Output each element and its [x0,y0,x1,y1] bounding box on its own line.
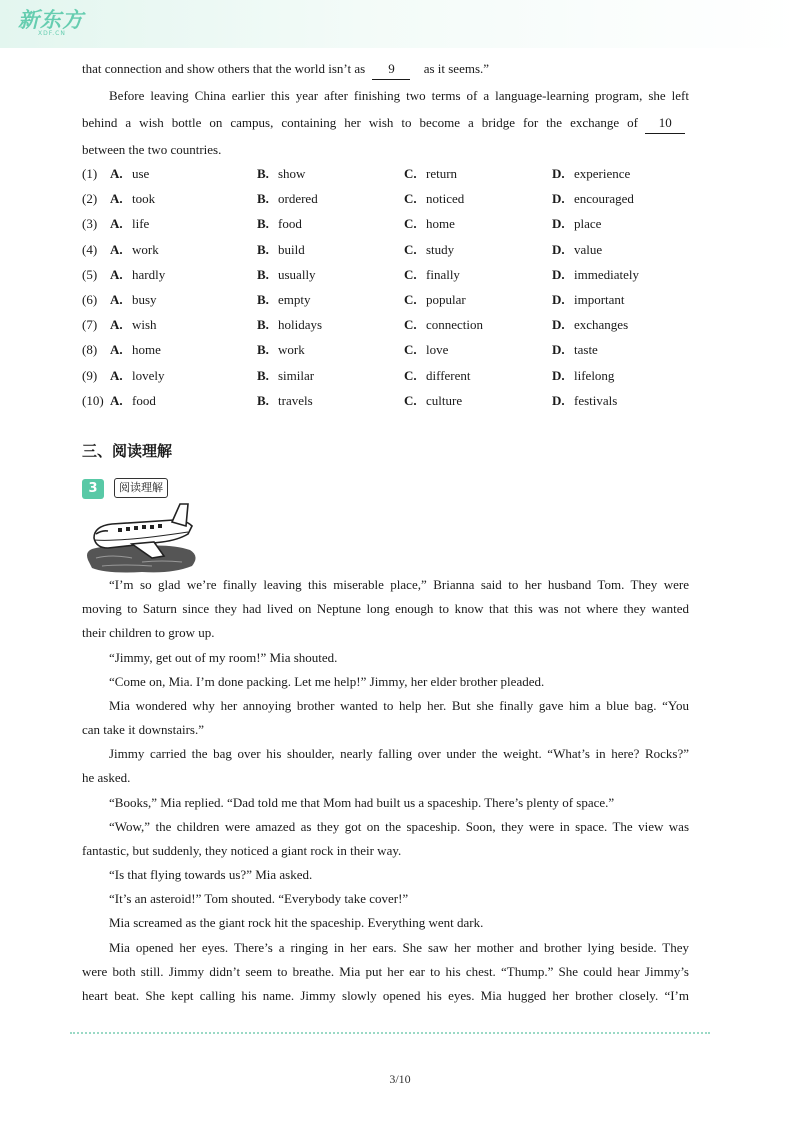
option-text-b: food [278,216,302,232]
option-text-b: work [278,342,305,358]
option-text-b: show [278,166,306,181]
option-letter-c: C. [404,292,417,307]
option-letter-a: A. [110,191,123,207]
option-row [82,267,702,287]
option-text-b: usually [278,266,316,282]
passage-line-3 [82,115,689,134]
option-letter-b: B. [257,342,269,358]
option-letter-d: D. [552,317,565,333]
option-text-b: similar [278,367,315,383]
question-number: (8) [82,342,98,358]
option-letter-a: A. [110,292,123,307]
option-letter-c: C. [404,216,417,232]
story-p1-line1: “I’m so glad we’re finally leaving this miserable place,” Brianna said to her husband Tom. They were [109,577,689,592]
story-p4-line1: Mia wondered why her annoying brother wanted to help her. But she finally gave him a blue bag. “You [109,698,689,713]
option-text-b: ordered [278,191,318,207]
option-letter-d: D. [552,241,565,257]
option-letter-c: C. [404,266,417,282]
story-p7-line1: “Wow,” the children were amazed as they got on the spaceship. Soon, they were in space. The view was [109,819,689,834]
passage-line-4: between the two countries. [82,142,222,157]
option-text-d: festivals [574,392,618,408]
option-text-c: culture [426,392,463,408]
airplane-illustration [82,500,202,576]
option-letter-a: A. [110,266,123,282]
option-letter-a: A. [110,216,123,232]
story-p8: “Is that flying towards us?” Mia asked. [109,867,313,882]
brand-logo [18,10,84,38]
text-segment: that connection and show others that the world isn’t as [82,61,366,76]
option-letter-b: B. [257,292,269,307]
story-p2: “Jimmy, get out of my room!” Mia shouted. [109,650,338,665]
blank-10: 10 [645,115,685,134]
option-text-c: return [426,166,458,181]
story-p4-line2: can take it downstairs.” [82,722,205,737]
option-letter-d: D. [552,216,565,232]
story-p3: “Come on, Mia. I’m done packing. Let me help!” Jimmy, her elder brother pleaded. [109,674,545,689]
story-p10: Mia screamed as the giant rock hit the spaceship. Everything went dark. [109,915,484,930]
question-type-tag: 阅读理解 [114,478,168,498]
section-title: 三、阅读理解 [82,442,173,460]
option-letter-d: D. [552,266,565,282]
question-number: (3) [82,216,98,232]
option-text-c: finally [426,266,460,282]
story-p11-line2: were both still. Jimmy didn’t seem to breathe. Mia put her ear to his chest. “Thump.” She could hear Jimmy’s [82,964,689,979]
footer-divider [70,1032,710,1034]
option-text-b: travels [278,392,313,408]
option-text-d: place [574,216,602,232]
option-text-c: different [426,367,471,383]
option-text-d: value [574,241,603,257]
question-number: (10) [82,392,104,408]
option-letter-a: A. [110,392,123,408]
option-text-d: experience [574,166,631,181]
text-segment: behind a wish bottle on campus, containing her wish to become a bridge for the exchange of [82,115,638,130]
option-row [82,166,702,186]
question-number: (7) [82,317,98,333]
logo-text: 新东方 [18,8,84,32]
option-row [82,242,702,262]
option-row [82,191,702,211]
story-p11-line1: Mia opened her eyes. There’s a ringing in her ears. She saw her mother and brother lying beside. They [109,940,689,955]
option-letter-b: B. [257,166,269,181]
option-letter-b: B. [257,241,269,257]
story-p5-line1: Jimmy carried the bag over his shoulder, nearly falling over under the weight. “What’s in here? Rocks?” [109,746,689,761]
option-letter-b: B. [257,392,269,408]
option-text-d: exchanges [574,317,629,333]
option-letter-a: A. [110,367,123,383]
question-number: (1) [82,166,98,181]
option-letter-d: D. [552,367,565,383]
option-letter-c: C. [404,342,417,358]
logo-subtext: XDF.CN [38,30,66,37]
option-row [82,216,702,236]
header-bar [0,0,800,48]
option-text-d: lifelong [574,367,615,383]
option-text-a: hardly [132,266,166,282]
question-number: (2) [82,191,98,207]
option-text-b: build [278,241,305,257]
passage-line-1 [82,61,489,80]
option-text-d: taste [574,342,598,358]
option-text-a: took [132,191,156,207]
option-text-a: life [132,216,150,232]
option-text-a: food [132,392,156,408]
option-text-a: home [132,342,161,358]
option-text-d: important [574,292,625,307]
passage-line-2: Before leaving China earlier this year after finishing two terms of a language-learning program, she left [109,88,689,103]
option-letter-a: A. [110,342,123,358]
option-letter-d: D. [552,191,565,207]
option-text-b: holidays [278,317,323,333]
option-text-c: popular [426,292,466,307]
option-letter-c: C. [404,241,417,257]
option-text-c: love [426,342,449,358]
option-row [82,342,702,362]
option-text-d: immediately [574,266,639,282]
story-p1-line3: their children to grow up. [82,625,215,640]
text-segment: as it seems.” [423,61,490,76]
option-text-b: empty [278,292,311,307]
option-letter-d: D. [552,392,565,408]
option-text-c: noticed [426,191,465,207]
story-p11-line3: heart beat. She kept calling his name. Jimmy slowly opened his eyes. Mia hugged her brother closely. “I’m [82,988,689,1003]
option-letter-b: B. [257,266,269,282]
story-p7-line2: fantastic, but suddenly, they noticed a giant rock in their way. [82,843,402,858]
option-letter-d: D. [552,166,565,181]
option-letter-d: D. [552,342,565,358]
option-letter-a: A. [110,166,123,181]
option-text-c: home [426,216,455,232]
question-number: (4) [82,241,98,257]
question-number: (9) [82,367,98,383]
story-p9: “It’s an asteroid!” Tom shouted. “Everybody take cover!” [109,891,409,906]
option-letter-d: D. [552,292,565,307]
option-text-a: work [132,241,159,257]
option-row [82,317,702,337]
option-letter-c: C. [404,392,417,408]
option-letter-c: C. [404,367,417,383]
option-row [82,368,702,388]
option-text-a: lovely [132,367,165,383]
option-text-a: wish [132,317,157,333]
option-letter-b: B. [257,191,269,207]
option-letter-b: B. [257,317,269,333]
story-p1-line2: moving to Saturn since they had lived on Neptune long enough to know that this was not where they wanted [82,601,689,616]
question-number: (6) [82,292,98,307]
option-letter-b: B. [257,216,269,232]
option-text-c: connection [426,317,484,333]
story-p6: “Books,” Mia replied. “Dad told me that Mom had built us a spaceship. There’s plenty of space.” [109,795,615,810]
option-text-a: use [132,166,150,181]
option-letter-c: C. [404,166,417,181]
option-letter-a: A. [110,241,123,257]
option-letter-b: B. [257,367,269,383]
question-number: (5) [82,266,98,282]
option-text-a: busy [132,292,157,307]
option-row [82,393,702,413]
question-badge: 3 [82,479,104,499]
option-letter-c: C. [404,191,417,207]
page-number: 3/10 [389,1072,411,1086]
option-text-d: encouraged [574,191,634,207]
blank-9: 9 [372,61,410,80]
option-letter-c: C. [404,317,417,333]
option-text-c: study [426,241,455,257]
story-p5-line2: he asked. [82,770,131,785]
option-letter-a: A. [110,317,123,333]
option-row [82,292,702,312]
